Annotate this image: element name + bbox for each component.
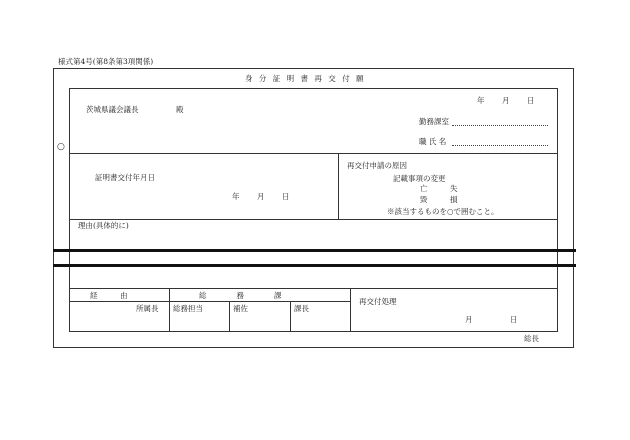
routing-header-general: 総 務 課 xyxy=(199,291,282,300)
punch-circle-mark: ○ xyxy=(57,142,65,152)
routing-col-reissue xyxy=(350,288,351,332)
reissue-day-label: 日 xyxy=(510,315,518,324)
section-divider xyxy=(69,153,558,154)
reissue-month-label: 月 xyxy=(465,315,473,324)
reason-option-lost[interactable]: 亡 失 xyxy=(420,184,458,193)
routing-header-line xyxy=(69,301,350,302)
issue-month-label: 月 xyxy=(257,192,265,201)
form-title: 身 分 証 明 書 再 交 付 願 xyxy=(245,74,366,83)
detail-label: 理由(具体的に) xyxy=(78,221,129,230)
addressee: 茨城県議会議長 xyxy=(86,105,139,114)
footer-stamp: 総長 xyxy=(524,334,539,343)
reason-header: 再交付申請の原因 xyxy=(347,161,407,170)
routing-header-route: 経 由 xyxy=(90,291,128,300)
detail-divider xyxy=(69,219,558,220)
header-year-label: 年 xyxy=(477,96,485,105)
section-vertical-divider xyxy=(338,153,339,219)
routing-col-3 xyxy=(290,301,291,332)
cell-section-chief: 課長 xyxy=(294,304,309,313)
header-day-label: 日 xyxy=(527,96,535,105)
routing-col-1 xyxy=(169,288,170,332)
routing-col-2 xyxy=(229,301,230,332)
reason-option-change[interactable]: 記載事項の変更 xyxy=(393,174,446,183)
issue-day-label: 日 xyxy=(282,192,290,201)
reason-note: ※該当するものを○で囲むこと。 xyxy=(387,207,499,216)
name-label: 職 氏 名 xyxy=(419,137,447,146)
routing-table-top xyxy=(69,288,558,289)
issue-year-label: 年 xyxy=(232,192,240,201)
cell-general-staff: 総務担当 xyxy=(173,304,203,313)
reason-option-damaged[interactable]: 毀 損 xyxy=(420,195,458,204)
cell-affiliation-head: 所属長 xyxy=(136,304,159,313)
department-label: 勤務課室 xyxy=(419,117,449,126)
issue-date-label: 証明書交付年月日 xyxy=(95,173,155,182)
cell-assistant: 補佐 xyxy=(233,304,248,313)
header-month-label: 月 xyxy=(502,96,510,105)
cut-line-bottom xyxy=(53,264,576,267)
name-field[interactable] xyxy=(452,145,548,146)
routing-header-reissue: 再交付処理 xyxy=(359,297,397,306)
cut-line-top xyxy=(53,249,576,252)
department-field[interactable] xyxy=(452,125,548,126)
form-number: 様式第4号(第8条第3項関係) xyxy=(58,57,154,66)
honorific: 殿 xyxy=(176,105,184,114)
